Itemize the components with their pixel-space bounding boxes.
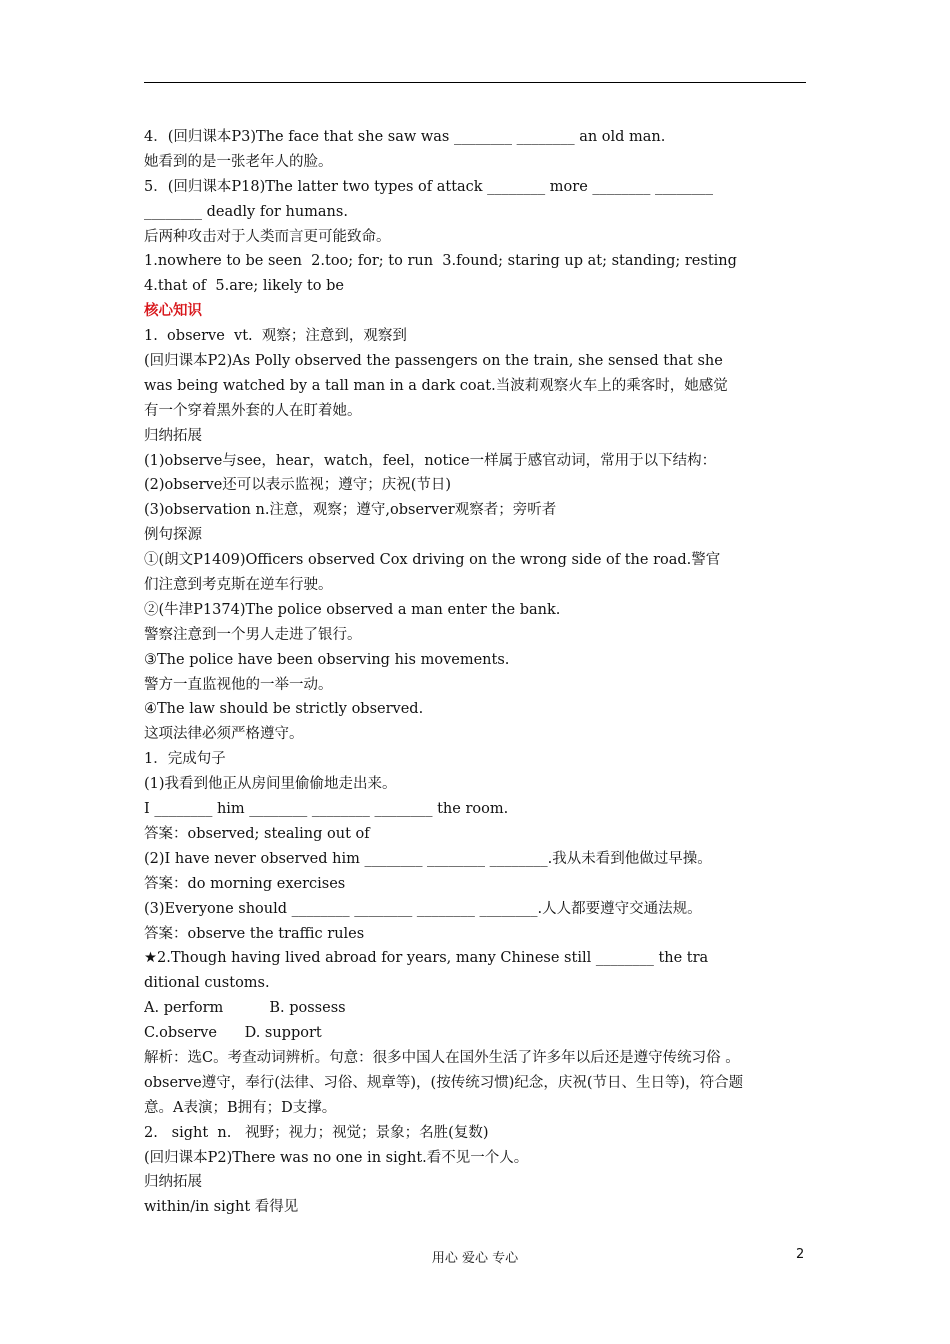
text-line: ①(朗文P1409)Officers observed Cox driving on the wrong side of the road.警官	[144, 552, 721, 569]
text-line: (2)I have never observed him ________ ________ ________.我从未看到他做过早操。	[144, 850, 712, 867]
text-line: ★2.Though having lived abroad for years, many Chinese still ________ the tra	[144, 950, 709, 967]
page-number: 2	[796, 1247, 805, 1262]
text-line: 警方一直监视他的一举一动。	[144, 676, 333, 693]
text-line: 5．(回归课本P18)The latter two types of attack ________ more ________ ________	[144, 178, 713, 195]
text-line: 归纳拓展	[144, 427, 202, 444]
text-line: ②(牛津P1374)The police observed a man enter the bank.	[144, 601, 561, 618]
text-line: 们注意到考克斯在逆车行驶。	[144, 577, 333, 594]
text-line: (3)observation n.注意，观察；遵守,observer观察者；旁听者	[144, 502, 557, 519]
text-line: ④The law should be strictly observed.	[144, 701, 424, 718]
text-line: 归纳拓展	[144, 1174, 202, 1191]
text-line: 1. observe vt. 观察；注意到，观察到	[144, 328, 407, 345]
text-line: I ________ him ________ ________ ________ the room.	[144, 801, 509, 818]
text-line: 1.nowhere to be seen 2.too; for; to run 3.found; staring up at; standing; resting	[144, 253, 737, 270]
text-line: ________ deadly for humans.	[144, 203, 348, 220]
text-line: ③The police have been observing his movements.	[144, 651, 510, 668]
footer-motto: 用心 爱心 专心	[431, 1251, 519, 1266]
text-line: observe遵守，奉行(法律、习俗、规章等)，(按传统习惯)纪念，庆祝(节日、生日等)，符合题	[144, 1074, 744, 1091]
text-line: C.observe D. support	[144, 1025, 322, 1042]
text-line: 答案：do morning exercises	[144, 875, 346, 892]
text-line: 答案：observed; stealing out of	[144, 825, 370, 842]
text-line: within/in sight 看得见	[144, 1199, 299, 1216]
text-line: 4.that of 5.are; likely to be	[144, 278, 344, 295]
text-line: 意。A表演；B拥有；D支撑。	[144, 1099, 337, 1116]
text-line: 1．完成句子	[144, 751, 226, 768]
text-line: (回归课本P2)There was no one in sight.看不见一个人。	[144, 1149, 529, 1166]
text-line: 这项法律必须严格遵守。	[144, 726, 304, 743]
section-heading: 核心知识	[144, 302, 202, 320]
header-rule	[144, 82, 806, 83]
text-line: was being watched by a tall man in a dark coat.当波莉观察火车上的乘客时，她感觉	[144, 377, 728, 394]
text-line: (3)Everyone should ________ ________ ________ ________.人人都要遵守交通法规。	[144, 900, 702, 917]
text-line: 她看到的是一张老年人的脸。	[144, 153, 333, 170]
text-line: 例句探源	[144, 527, 202, 544]
text-line: (2)observe还可以表示监视；遵守；庆祝(节日)	[144, 477, 452, 494]
text-line: A. perform B. possess	[144, 1000, 346, 1017]
text-line: 后两种攻击对于人类而言更可能致命。	[144, 228, 391, 245]
text-line: (1)observe与see，hear，watch，feel，notice一样属于感官动词，常用于以下结构：	[144, 452, 717, 469]
page-footer	[0, 1247, 950, 1267]
text-line: 警察注意到一个男人走进了银行。	[144, 626, 362, 643]
text-line: 2. sight n. 视野；视力；视觉；景象；名胜(复数)	[144, 1124, 489, 1141]
text-line: 4．(回归课本P3)The face that she saw was ________ ________ an old man.	[144, 129, 666, 145]
text-line: 解析：选C。考查动词辨析。句意：很多中国人在国外生活了许多年以后还是遵守传统习俗 。	[144, 1049, 740, 1066]
text-line: 答案：observe the traffic rules	[144, 925, 365, 942]
page-body	[144, 125, 806, 1220]
text-line: (回归课本P2)As Polly observed the passengers on the train, she sensed that she	[144, 353, 723, 370]
text-line: (1)我看到他正从房间里偷偷地走出来。	[144, 776, 397, 793]
text-line: 有一个穿着黑外套的人在盯着她。	[144, 402, 362, 419]
text-line: ditional customs.	[144, 975, 270, 992]
